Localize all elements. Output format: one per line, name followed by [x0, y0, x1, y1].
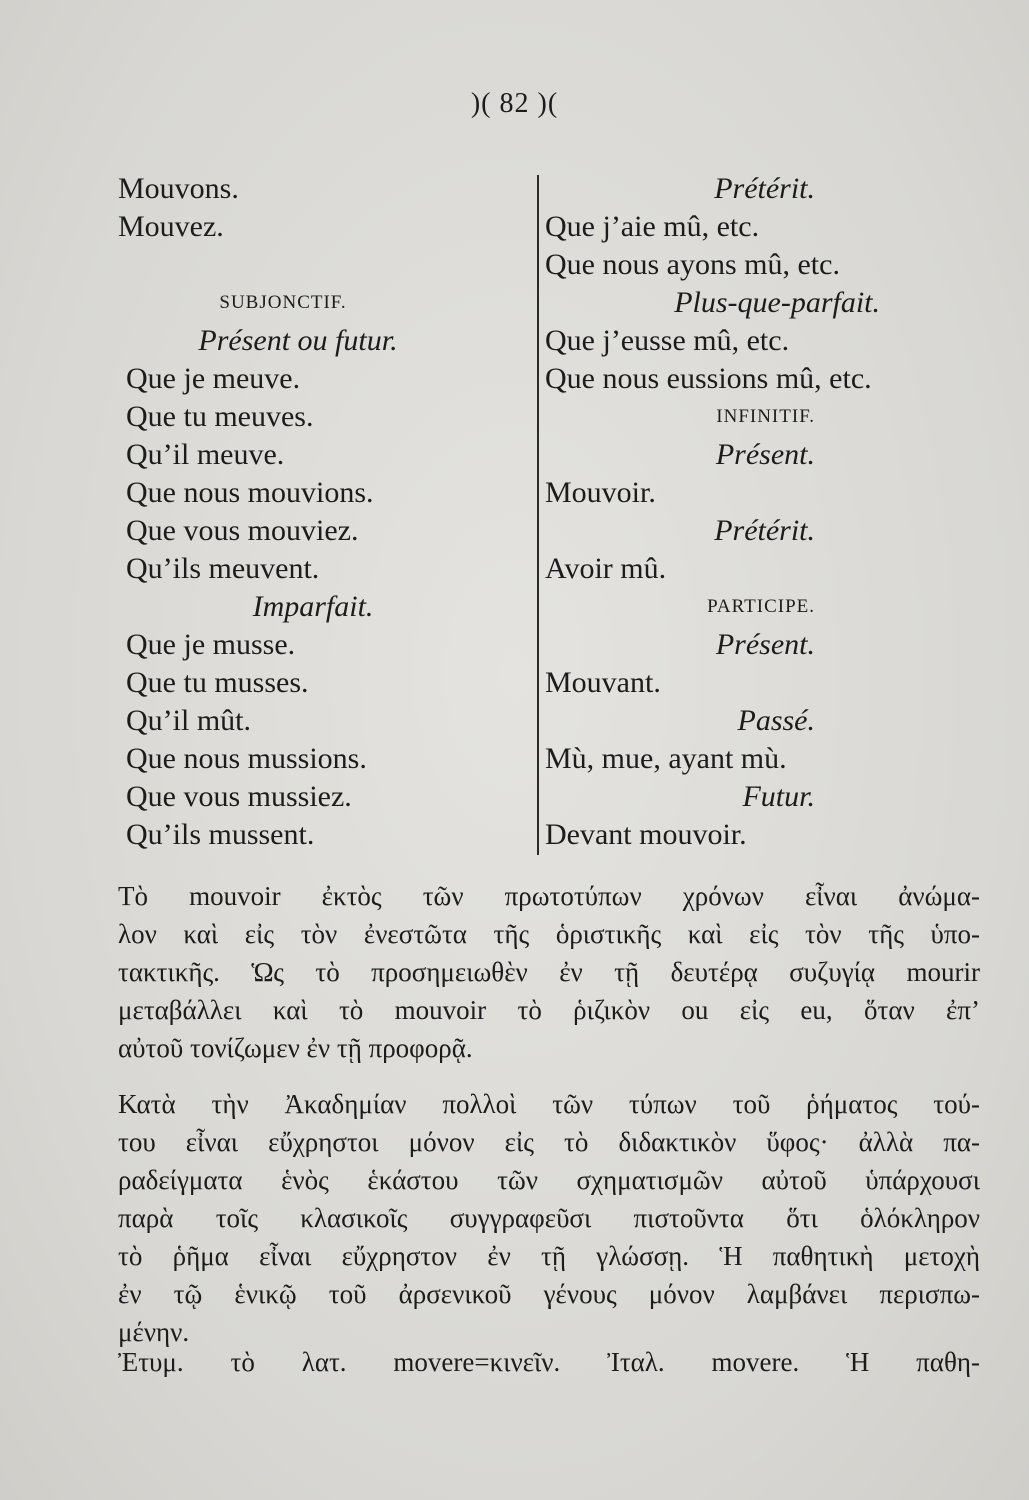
paragraph-line: μένην.: [118, 1317, 190, 1347]
conjugation-line: Mù, mue, ayant mù.: [545, 742, 787, 775]
conjugation-line: Avoir mû.: [545, 552, 667, 585]
conjugation-line: Qu’il mût.: [126, 704, 251, 737]
left-column: [118, 170, 528, 854]
conjugation-line: Mouvoir.: [545, 476, 656, 509]
paragraph-line: μεταβάλλει καὶ τὸ mouvoir τὸ ῥιζικὸν ou εἰς eu, ὅταν ἐπ’: [118, 995, 980, 1025]
paragraph-line: ἐν τῷ ἑνικῷ τοῦ ἀρσενικοῦ γένους μόνον λαμβάνει περισπω-: [118, 1279, 980, 1309]
paragraph-line: παρὰ τοῖς κλασικοῖς συγγραφεῦσι πιστοῦντα ὅτι ὁλόκληρον: [118, 1203, 980, 1233]
paragraph-line: τὸ ῥῆμα εἶναι εὔχρηστον ἐν τῇ γλώσσῃ. Ἡ παθητικὴ μετοχὴ: [118, 1241, 980, 1271]
conjugation-line: Que vous mouviez.: [126, 514, 359, 547]
conjugation-line: Que tu meuves.: [126, 400, 314, 433]
paragraph-line: του εἶναι εὔχρηστοι μόνον εἰς τὸ διδακτικὸν ὕφος· ἀλλὰ πα-: [118, 1127, 980, 1157]
conjugation-line: Que j’aie mû, etc.: [545, 210, 760, 243]
section-heading-infinitif: INFINITIF.: [716, 406, 815, 427]
etymology-paragraph: [118, 1343, 980, 1381]
conjugation-line: Mouvez.: [118, 210, 224, 243]
conjugation-line: Devant mouvoir.: [545, 818, 747, 851]
tense-heading: Futur.: [742, 780, 815, 813]
conjugation-line: Qu’ils meuvent.: [126, 552, 320, 585]
conjugation-line: Que tu musses.: [126, 666, 309, 699]
tense-heading: Prétérit.: [714, 172, 815, 205]
paragraph-line: Ἐτυμ. τὸ λατ. movere=κινεῖν. Ἰταλ. movere. Ἡ παθη-: [118, 1347, 980, 1377]
conjugation-line: Que nous eussions mû, etc.: [545, 362, 872, 395]
right-column: [545, 170, 965, 854]
commentary-paragraph: [118, 877, 980, 1067]
tense-heading: Présent.: [715, 438, 815, 471]
tense-heading: Imparfait.: [252, 590, 374, 623]
conjugation-line: Que je meuve.: [126, 362, 301, 395]
conjugation-line: Que je musse.: [126, 628, 296, 661]
conjugation-line: Que nous mouvions.: [126, 476, 374, 509]
tense-heading: Prétérit.: [714, 514, 815, 547]
paragraph-line: τακτικῆς. Ὡς τὸ προσημειωθὲν ἐν τῇ δευτέρᾳ συζυγίᾳ mourir: [118, 957, 980, 987]
conjugation-line: Qu’ils mussent.: [126, 818, 315, 851]
conjugation-line: Qu’il meuve.: [126, 438, 285, 471]
conjugation-line: Que j’eusse mû, etc.: [545, 324, 790, 357]
section-heading-participe: PARTICIPE.: [707, 596, 815, 617]
paragraph-line: Κατὰ τὴν Ἀκαδημίαν πολλοὶ τῶν τύπων τοῦ ῥήματος τού-: [118, 1089, 980, 1119]
paragraph-line: αὐτοῦ τονίζωμεν ἐν τῇ προφορᾷ.: [118, 1033, 473, 1063]
tense-heading: Présent.: [715, 628, 815, 661]
conjugation-line: Que vous mussiez.: [126, 780, 352, 813]
conjugation-line: Mouvant.: [545, 666, 661, 699]
conjugation-line: Mouvons.: [118, 172, 239, 205]
page-number: )( 82 )(: [470, 88, 559, 119]
tense-heading: Passé.: [737, 704, 815, 737]
column-divider: [537, 175, 539, 855]
section-heading-subjonctif: SUBJONCTIF.: [219, 292, 347, 313]
tense-heading: Plus-que-parfait.: [674, 286, 880, 319]
paragraph-line: Τὸ mouvoir ἐκτὸς τῶν πρωτοτύπων χρόνων εἶναι ἀνώμα-: [118, 881, 980, 911]
commentary-paragraph: [118, 1085, 980, 1351]
paragraph-line: λον καὶ εἰς τὸν ἐνεστῶτα τῆς ὁριστικῆς καὶ εἰς τὸν τῆς ὑπο-: [118, 919, 980, 949]
paragraph-line: ραδείγματα ἑνὸς ἑκάστου τῶν σχηματισμῶν αὐτοῦ ὑπάρχουσι: [118, 1165, 980, 1195]
conjugation-line: Que nous mussions.: [126, 742, 367, 775]
conjugation-line: Que nous ayons mû, etc.: [545, 248, 840, 281]
tense-heading: Présent ou futur.: [198, 324, 398, 357]
